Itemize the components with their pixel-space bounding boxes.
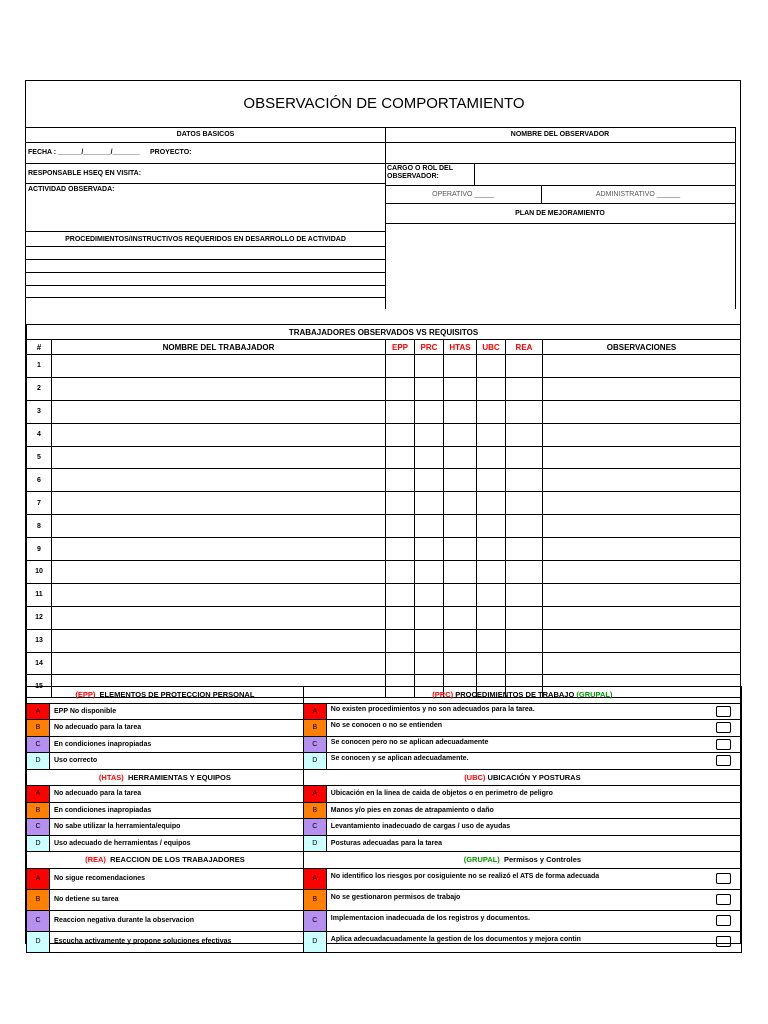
epp-item-d — [50, 753, 304, 770]
htas-title: HERRAMIENTAS Y EQUIPOS — [127, 772, 231, 782]
rea-code-c: C — [27, 910, 50, 931]
epp-code-a: A — [27, 703, 50, 720]
observer-name-header: NOMBRE DEL OBSERVADOR — [510, 131, 610, 138]
prc-cell[interactable] — [415, 355, 444, 378]
ubc-code-c: C — [303, 819, 326, 836]
epp-cell[interactable] — [386, 652, 415, 675]
observations-cell[interactable] — [543, 446, 741, 469]
legend-row — [27, 753, 742, 770]
epp-cell[interactable] — [386, 400, 415, 423]
rea-cell[interactable] — [506, 515, 543, 538]
worker-name-cell[interactable] — [52, 652, 386, 675]
ubc-item-c — [326, 819, 741, 836]
htas-cell[interactable] — [444, 446, 477, 469]
prc-cell[interactable] — [415, 400, 444, 423]
rea-code-d: D — [27, 931, 50, 952]
rea-cell[interactable] — [506, 377, 543, 400]
legend-item-text: Uso correcto — [54, 757, 98, 765]
row-number: 9 — [27, 538, 52, 561]
epp-item-a — [50, 703, 304, 720]
observed-activity-field[interactable]: ACTIVIDAD OBSERVADA: — [28, 186, 115, 193]
observations-cell[interactable] — [543, 492, 741, 515]
legend-item-text: Implementacion inadecuada de los registros y documentos. — [330, 915, 530, 922]
htas-cell[interactable] — [444, 492, 477, 515]
prc-item-b — [326, 720, 741, 737]
col-worker-name: NOMBRE DEL TRABAJADOR — [52, 340, 386, 355]
divider — [26, 259, 385, 260]
row-number: 12 — [27, 606, 52, 629]
epp-cell[interactable] — [386, 377, 415, 400]
legend-item-text: Manos y/o pies en zonas de atrapamiento o daño — [330, 806, 494, 814]
worker-name-cell[interactable] — [52, 377, 386, 400]
prc-cell[interactable] — [415, 561, 444, 584]
epp-code-c: C — [27, 736, 50, 753]
grupal-item-c — [326, 910, 741, 931]
htas-cell[interactable] — [444, 423, 477, 446]
prc-cell[interactable] — [415, 629, 444, 652]
epp-title: ELEMENTOS DE PROTECCION PERSONAL — [99, 690, 255, 700]
grupal-title: Permisos y Controles — [503, 855, 582, 865]
epp-cell[interactable] — [386, 355, 415, 378]
rea-cell[interactable] — [506, 355, 543, 378]
row-number: 10 — [27, 561, 52, 584]
htas-code: (HTAS) — [98, 772, 124, 782]
legend-htas-ubc-items — [27, 786, 742, 852]
legend-rea-grupal-items — [27, 868, 742, 952]
row-number: 8 — [27, 515, 52, 538]
worker-name-cell[interactable] — [52, 400, 386, 423]
htas-cell[interactable] — [444, 652, 477, 675]
htas-code-c: C — [27, 819, 50, 836]
htas-cell[interactable] — [444, 355, 477, 378]
legend-ubc-header — [303, 769, 741, 786]
htas-code-d: D — [27, 835, 50, 852]
prc-item-d — [326, 753, 741, 770]
improvement-plan-header: PLAN DE MEJORAMIENTO — [515, 209, 605, 217]
row-number: 14 — [27, 652, 52, 675]
worker-name-cell[interactable] — [52, 561, 386, 584]
htas-item-c — [50, 819, 304, 836]
ubc-cell[interactable] — [477, 469, 506, 492]
rea-item-b — [50, 889, 304, 910]
divider — [26, 142, 736, 143]
legend-rea-header — [27, 852, 304, 869]
legend-item-text: Escucha activamente y propone soluciones efectivas — [54, 938, 232, 945]
prc-cell[interactable] — [415, 469, 444, 492]
grupal-code: (GRUPAL) — [463, 855, 500, 865]
table-row — [27, 423, 741, 446]
observations-cell[interactable] — [543, 538, 741, 561]
htas-item-b — [50, 802, 304, 819]
rea-cell[interactable] — [506, 492, 543, 515]
legend-row — [27, 703, 742, 720]
legend-row — [27, 910, 742, 931]
htas-cell[interactable] — [444, 629, 477, 652]
divider — [26, 183, 385, 184]
prc-cell[interactable] — [415, 538, 444, 561]
ubc-cell[interactable] — [477, 377, 506, 400]
rea-title: REACCION DE LOS TRABAJADORES — [110, 855, 245, 865]
observations-cell[interactable] — [543, 355, 741, 378]
operativo-option[interactable]: OPERATIVO _____ — [432, 190, 494, 198]
table-row — [27, 561, 741, 584]
htas-item-d — [50, 835, 304, 852]
epp-cell[interactable] — [386, 583, 415, 606]
rea-item-d — [50, 931, 304, 952]
legend-item-text: No sabe utilizar la herramienta/equipo — [54, 823, 181, 831]
observations-cell[interactable] — [543, 377, 741, 400]
row-number: 13 — [27, 629, 52, 652]
legend-item-text: Se conocen pero no se aplican adecuadamente — [330, 738, 489, 746]
ubc-code-d: D — [303, 835, 326, 852]
divider — [735, 127, 736, 309]
worker-name-cell[interactable] — [52, 355, 386, 378]
legend-item-text: No identifico los riesgos por cosiguiente no se realizó el ATS de forma adecuada — [330, 873, 600, 880]
date-field[interactable]: FECHA : ______/_______/_______ — [28, 149, 140, 156]
ubc-cell[interactable] — [477, 515, 506, 538]
epp-cell[interactable] — [386, 446, 415, 469]
observations-cell[interactable] — [543, 583, 741, 606]
epp-item-c — [50, 736, 304, 753]
table-row — [27, 629, 741, 652]
epp-cell[interactable] — [386, 629, 415, 652]
rea-code-b: B — [27, 889, 50, 910]
legend-item-text: En condiciones inapropiadas — [54, 806, 152, 814]
worker-name-cell[interactable] — [52, 423, 386, 446]
observations-cell[interactable] — [543, 606, 741, 629]
form-title: OBSERVACIÓN DE COMPORTAMIENTO — [243, 94, 525, 112]
legend-item-text: No se gestionaron permisos de trabajo — [330, 894, 461, 901]
rea-cell[interactable] — [506, 469, 543, 492]
table-row — [27, 538, 741, 561]
legend-item-text: Ubicación en la linea de caida de objetos o en perimetro de peligro — [330, 790, 553, 798]
rea-cell[interactable] — [506, 561, 543, 584]
prc-tag: (GRUPAL) — [576, 690, 613, 700]
ubc-cell[interactable] — [477, 583, 506, 606]
col-htas: HTAS — [444, 340, 477, 355]
ubc-cell[interactable] — [477, 355, 506, 378]
row-number: 5 — [27, 446, 52, 469]
divider — [385, 223, 736, 224]
divider — [26, 246, 385, 247]
legend-item-text: No adecuado para la tarea — [54, 790, 142, 798]
prc-code-b: B — [303, 720, 326, 737]
prc-cell[interactable] — [415, 606, 444, 629]
legend-item-text: No adecuado para la tarea — [54, 724, 142, 732]
ubc-item-b — [326, 802, 741, 819]
checkbox[interactable] — [716, 873, 731, 884]
table-row — [27, 606, 741, 629]
observations-cell[interactable] — [543, 400, 741, 423]
worker-name-cell[interactable] — [52, 629, 386, 652]
ubc-cell[interactable] — [477, 629, 506, 652]
htas-code-a: A — [27, 786, 50, 803]
epp-cell[interactable] — [386, 561, 415, 584]
col-prc: PRC — [415, 340, 444, 355]
legend-row — [27, 868, 742, 889]
epp-cell[interactable] — [386, 538, 415, 561]
prc-code-a: A — [303, 703, 326, 720]
prc-cell[interactable] — [415, 515, 444, 538]
rea-code: (REA) — [85, 855, 106, 865]
legend-item-text: No sigue recomendaciones — [54, 875, 146, 882]
rea-cell[interactable] — [506, 400, 543, 423]
divider — [26, 297, 385, 298]
worker-name-cell[interactable] — [52, 469, 386, 492]
legend-row — [27, 889, 742, 910]
divider — [26, 285, 385, 286]
row-number: 4 — [27, 423, 52, 446]
row-number: 15 — [27, 675, 52, 698]
observations-cell[interactable] — [543, 629, 741, 652]
administrativo-option[interactable]: ADMINISTRATIVO ______ — [595, 190, 681, 198]
prc-cell[interactable] — [415, 492, 444, 515]
rea-cell[interactable] — [506, 583, 543, 606]
legend-item-text: No se conocen o no se entienden — [330, 722, 443, 730]
legend-item-text: Se conocen y se aplican adecuadamente. — [330, 755, 469, 763]
htas-cell[interactable] — [444, 469, 477, 492]
ubc-cell[interactable] — [477, 606, 506, 629]
ubc-title: UBICACIÓN Y POSTURAS — [487, 772, 581, 782]
rea-cell[interactable] — [506, 446, 543, 469]
grupal-code-a: A — [303, 868, 326, 889]
htas-item-a — [50, 786, 304, 803]
checkbox[interactable] — [716, 706, 731, 717]
legend-row — [27, 835, 742, 852]
grupal-code-c: C — [303, 910, 326, 931]
checkbox[interactable] — [716, 936, 731, 947]
worker-name-cell[interactable] — [52, 538, 386, 561]
epp-cell[interactable] — [386, 492, 415, 515]
observations-cell[interactable] — [543, 652, 741, 675]
htas-cell[interactable] — [444, 538, 477, 561]
rea-cell[interactable] — [506, 423, 543, 446]
prc-cell[interactable] — [415, 377, 444, 400]
divider — [474, 163, 475, 185]
row-number: 3 — [27, 400, 52, 423]
rea-cell[interactable] — [506, 629, 543, 652]
rea-cell[interactable] — [506, 538, 543, 561]
observations-cell[interactable] — [543, 515, 741, 538]
worker-name-cell[interactable] — [52, 606, 386, 629]
rea-item-c — [50, 910, 304, 931]
legend-row — [27, 720, 742, 737]
legend-item-text: Posturas adecuadas para la tarea — [330, 839, 443, 847]
epp-code-d: D — [27, 753, 50, 770]
legend-item-text: Levantamiento inadecuado de cargas / uso de ayudas — [330, 823, 511, 831]
hseq-responsible-field[interactable]: RESPONSABLE HSEQ EN VISITA: — [28, 170, 142, 177]
ubc-code-b: B — [303, 802, 326, 819]
prc-code-d: D — [303, 753, 326, 770]
row-number: 2 — [27, 377, 52, 400]
observations-cell[interactable] — [543, 469, 741, 492]
legend-grupal-header — [303, 852, 741, 869]
prc-cell[interactable] — [415, 446, 444, 469]
legend-epp-prc-items — [27, 703, 742, 769]
prc-cell[interactable] — [415, 423, 444, 446]
epp-code: (EPP) — [75, 690, 96, 700]
observations-cell[interactable] — [543, 423, 741, 446]
legend-epp-header — [27, 687, 304, 704]
col-ubc: UBC — [477, 340, 506, 355]
worker-name-cell[interactable] — [52, 515, 386, 538]
observer-role-label: CARGO O ROL DEL OBSERVADOR: — [387, 165, 453, 180]
ubc-cell[interactable] — [477, 492, 506, 515]
legend-row — [27, 802, 742, 819]
prc-item-c — [326, 736, 741, 753]
ubc-item-d — [326, 835, 741, 852]
worker-name-cell[interactable] — [52, 446, 386, 469]
table-row — [27, 377, 741, 400]
ubc-cell[interactable] — [477, 400, 506, 423]
table-row — [27, 469, 741, 492]
htas-cell[interactable] — [444, 377, 477, 400]
legend-item-text: Uso adecuado de herramientas / equipos — [54, 839, 191, 847]
legend-row — [27, 819, 742, 836]
ubc-cell[interactable] — [477, 538, 506, 561]
grupal-item-a — [326, 868, 741, 889]
col-number: # — [27, 340, 52, 355]
col-observations: OBSERVACIONES — [543, 340, 741, 355]
divider — [26, 163, 736, 164]
htas-cell[interactable] — [444, 515, 477, 538]
htas-cell[interactable] — [444, 561, 477, 584]
epp-cell[interactable] — [386, 469, 415, 492]
prc-title: PROCEDIMIENTOS DE TRABAJO — [455, 690, 575, 700]
divider — [26, 272, 385, 273]
htas-code-b: B — [27, 802, 50, 819]
observations-cell[interactable] — [543, 561, 741, 584]
checkbox[interactable] — [716, 915, 731, 926]
workers-section-title: TRABAJADORES OBSERVADOS VS REQUISITOS — [27, 325, 741, 340]
htas-cell[interactable] — [444, 400, 477, 423]
table-row — [27, 355, 741, 378]
prc-item-a — [326, 703, 741, 720]
table-row — [27, 652, 741, 675]
legend-item-text: Aplica adecuadacuadamente la gestion de los documentos y mejora contin — [330, 936, 581, 943]
ubc-cell[interactable] — [477, 423, 506, 446]
prc-cell[interactable] — [415, 652, 444, 675]
legend-item-text: Reaccion negativa durante la observacion — [54, 917, 195, 924]
checkbox[interactable] — [716, 755, 731, 766]
ubc-item-a — [326, 786, 741, 803]
legend-item-text: No existen procedimientos y no son adecuados para la tarea. — [330, 705, 535, 713]
table-row — [27, 515, 741, 538]
htas-cell[interactable] — [444, 583, 477, 606]
ubc-code: (UBC) — [464, 772, 486, 782]
row-number: 7 — [27, 492, 52, 515]
htas-cell[interactable] — [444, 606, 477, 629]
grupal-code-b: B — [303, 889, 326, 910]
legend-row — [27, 931, 742, 952]
table-row — [27, 400, 741, 423]
ubc-cell[interactable] — [477, 446, 506, 469]
checkbox[interactable] — [716, 722, 731, 733]
workers-table — [26, 324, 741, 698]
table-row — [27, 446, 741, 469]
legend-table — [26, 686, 742, 953]
col-epp: EPP — [386, 340, 415, 355]
epp-code-b: B — [27, 720, 50, 737]
ubc-cell[interactable] — [477, 652, 506, 675]
grupal-item-d — [326, 931, 741, 952]
legend-item-text: EPP No disponible — [54, 707, 117, 715]
epp-item-b — [50, 720, 304, 737]
form-sheet — [25, 80, 741, 944]
worker-rows — [27, 355, 741, 698]
legend-item-text: No detiene su tarea — [54, 896, 119, 903]
table-row — [27, 492, 741, 515]
worker-name-cell[interactable] — [52, 583, 386, 606]
worker-name-cell[interactable] — [52, 492, 386, 515]
ubc-code-a: A — [303, 786, 326, 803]
checkbox[interactable] — [716, 739, 731, 750]
prc-code-c: C — [303, 736, 326, 753]
rea-cell[interactable] — [506, 606, 543, 629]
legend-item-text: En condiciones inapropiadas — [54, 740, 152, 748]
rea-cell[interactable] — [506, 652, 543, 675]
row-number: 6 — [27, 469, 52, 492]
project-field[interactable]: PROYECTO: — [150, 149, 192, 156]
rea-code-a: A — [27, 868, 50, 889]
table-row — [27, 583, 741, 606]
procedures-header: PROCEDIMIENTOS/INSTRUCTIVOS REQUERIDOS EN DESARROLLO DE ACTIVIDAD — [65, 235, 346, 243]
legend-row — [27, 736, 742, 753]
ubc-cell[interactable] — [477, 561, 506, 584]
grupal-code-d: D — [303, 931, 326, 952]
legend-htas-header — [27, 769, 304, 786]
prc-code: (PRC) — [432, 690, 454, 700]
prc-cell[interactable] — [415, 583, 444, 606]
epp-cell[interactable] — [386, 423, 415, 446]
checkbox[interactable] — [716, 894, 731, 905]
row-number: 1 — [27, 355, 52, 378]
basic-data-header: DATOS BASICOS — [176, 131, 235, 138]
rea-item-a — [50, 868, 304, 889]
row-number: 11 — [27, 583, 52, 606]
epp-cell[interactable] — [386, 606, 415, 629]
legend-row — [27, 786, 742, 803]
legend-prc-header — [303, 687, 741, 704]
col-rea: REA — [506, 340, 543, 355]
epp-cell[interactable] — [386, 515, 415, 538]
grupal-item-b — [326, 889, 741, 910]
